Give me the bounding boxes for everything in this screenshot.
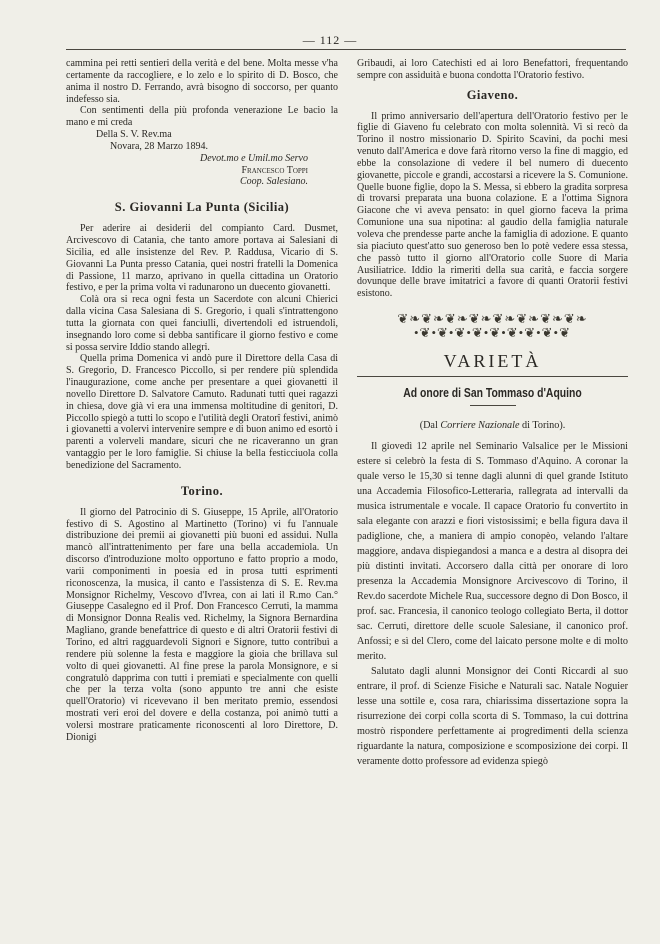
varieta-heading: VARIETÀ	[443, 351, 542, 372]
section-paragraph: Per aderire ai desiderii del compianto Card. Dusmet, Arcivescovo di Catania, che tanto amore portava ai Salesiani di Sicilia, ed alle insistenze del Rev. P. Raddusa, Vicario di S. Giovanni La Punta presso Catania, quei nostri fratelli la Domenica di Passione, 11 marzo, aprivano in quella cittadina un Oratorio festivo, e per la prima volta vi radunarono un duecento giovanetti.	[66, 223, 338, 294]
ornament-row: ❦❧❦❧❦❧❦❧❦❧❦❧❦❧❦❧	[397, 312, 588, 327]
right-column	[357, 58, 628, 769]
left-column	[66, 58, 338, 744]
ornament-row: •❦•❦•❦•❦•❦•❦•❦•❦•❦	[414, 325, 571, 341]
section-paragraph: Il giorno del Patrocinio di S. Giuseppe, 15 Aprile, all'Oratorio festivo di S. Agostino al Martinetto (Torino) vi fu l'annuale distribuzione dei premii ai giovanetti più buoni ed assidui. Nulla mancò all'intrattenimento per fare una bella accademiola. Un discorso d'introduzione molto opportuno e fatto proprio a modo, varii componimenti in poesia ed in prosa tutti esprimenti riconoscenza, la musica, il canto e l'assistenza di S. E. Rev.ma Monsignor Richelmy, Vescovo d'Ivrea, con ai lati il R.mo Can.° Giuseppe Casalegno ed il Prof. Don Francesco Cerruti, la mamma di Monsignor Donna Realis ved. Richelmy, la Signora Bernardina Magliano, grande benefattrice di questo e di altri Oratorii festivi di Torino, ed altri ragguardevoli Signori e Signore, tutto contribuì a rendere più solenne la festa e maggiore la gioia che brillava sul volto di quei giovanetti. Al fine prese la parola Monsignore, e si congratulò dapprima con tutti i premiati e specialmente con quelli che per la terza volta (sono appunto tre anni che esiste quell'Oratorio) vi ricevevano il ben meritato premio, essendosi mostrati veri eroi del dovere e della costanza, poi animò tutti a volersi mostrare praticamente riconoscenti al loro Direttore, D. Dionigi	[66, 506, 338, 743]
addressee: Della S. V. Rev.ma	[96, 129, 172, 141]
article-paragraph: Il giovedì 12 aprile nel Seminario Valsalice per le Missioni estere si celebrò la festa di S. Tommaso d'Aquino. A coronar la quale verso le 15,30 si tenne dagli alunni di quel grande Istituto una Accademia Filosofico-Letteraria, rallegrata ad intervalli da musica istrumentale e vocale. Il capace Oratorio fu convertito in sala elegante con arazzi e fiori vistosissimi; e bella figura dava il padiglione, che, a maniera di ampio conopèo, velando l'altare maggiore, andava dispiegandosi a manca e a destra al disopra dei più distinti invitati. Accorsero dalla città per onorare di loro presenza la Accademia Monsignore Arcivescovo di Torino, il Rev.do sacerdote Michele Rua, successore degno di Don Bosco, il prof. sac. Francesia, il canonico teologo collegiato Berta, il dottor sac. Cerruti, direttore delle scuole Salesiane, il canonico prof. Anfossi; e sì del Clero, come del laicato persone molte e di molto merito.	[357, 440, 628, 662]
letter-date: Novara, 28 Marzo 1894.	[110, 140, 209, 152]
section-paragraph: Il primo anniversario dell'apertura dell'Oratorio festivo per le figlie di Giaveno fu celebrato con molta solennità. Vi si recò da Torino il nostro missionario D. Spirito Scavini, da pochi mesi venuto dall'America e dove farà ritorno verso la fine di maggio, ed ebbe la consolazione di vedere il bel numero di duecento giovanette, piccole e grandi, accostarsi a ricevere la S. Comunione. Quelle buone figlie, dopo la S. Messa, si ebbero la gradita sorpresa di trovarsi preparata una buona colazione. E a l'ottima Signora Giacone che vi aveva pensato: in quel giorno faceva la prima Comunione una sua nipotina: al gaudio della famiglia naturale voleva che prendesse parte anche la famiglia di adozione. E quanto sia piaciuto quest'atto suo generoso ben lo potè vedere essa stessa, che passò tutto il giorno all'Oratorio colle Suore di Maria Ausiliatrice. Iddio la rimeriti della sua carità, e faccia sorgere dovunque delle brave imitatrici a favore di quanti Oratorii festivi esistono.	[357, 110, 628, 300]
source-suffix: di Torino).	[519, 419, 566, 431]
signature-role: Coop. Salesiano.	[239, 176, 308, 188]
source-name: Corriere Nazionale	[440, 419, 520, 431]
title-underline	[470, 405, 516, 406]
signature-line: Devot.mo e Umil.mo Servo	[199, 152, 308, 164]
source-prefix: (Dal	[419, 419, 441, 431]
page-number: — 112 —	[302, 33, 358, 47]
header-rule	[66, 49, 626, 50]
intro-paragraph: cammina pei retti sentieri della verità e del bene. Molta messe v'ha certamente da raccogliere, e lo zelo e lo spirito di D. Bosco, che anima il nostro D. Ferrando, avrà bisogno di soccorso, per quanto indefesso sia.	[66, 58, 338, 105]
intro-paragraph: Con sentimenti della più profonda venerazione Le bacio la mano e mi creda	[66, 105, 338, 129]
article-title: Ad onore di San Tommaso d'Aquino	[403, 384, 582, 400]
varieta-rule	[357, 376, 628, 377]
article-paragraph: Salutato dagli alunni Monsignor dei Conti Riccardi al suo entrare, il prof. di Scienze Fisiche e Naturali sac. Natale Noguier lesse una sottile e, cosa rara, chiarissima dissertazione sopra la risurrezione dei corpi colla scorta di S. Tommaso, la cui dottrina mostrò rispondere perfettamente ai progredimenti della scienza riguardante la natura, composizione e scomposizione dei corpi. Il veramente dotto professore ad evidenza spiegò	[357, 665, 628, 767]
signature-name: Francesco Toppi	[241, 164, 308, 176]
article-source	[357, 418, 628, 433]
decorative-ornament-band	[357, 312, 628, 346]
section-paragraph: Colà ora si reca ogni festa un Sacerdote con alcuni Chierici dalla vicina Casa Salesiana di S. Gregorio, i quali s'intrattengono tutta la giornata con quei fanciulli, divertendoli ed istruendoli, insegnando loro come si debba santificare il giorno festivo e come si possa servire Iddio stando allegri.	[66, 294, 338, 353]
continued-paragraph: Gribaudi, ai loro Catechisti ed ai loro Benefattori, frequentando sempre con assiduità e buona condotta l'Oratorio festivo.	[357, 58, 628, 81]
section-title-san-giovanni: S. Giovanni La Punta (Sicilia)	[114, 200, 290, 215]
section-title-giaveno: Giaveno.	[466, 87, 519, 102]
section-title-torino: Torino.	[180, 483, 224, 498]
section-paragraph: Quella prima Domenica vi andò pure il Direttore della Casa di S. Gregorio, D. Francesco Piccollo, si per rendere più splendida l'inaugurazione, come anche per presentare a quei giovanetti il novello Direttore D. Salvatore Camuto. Radunati tutti quei ragazzi in chiesa, dove già vi era una immensa moltitudine di genitori, D. Piccollo spiegò a tutti lo scopo e l'utilità degli Oratorî festivi, animò i giovanetti a volervi intervenire sempre e di buon animo ed esortò i parenti a volerveli mandare, sicuri che ne ricaveranno un gran vantaggio per le loro famiglie. Si chiuse la bella festicciuola colla benedizione del Sacramento.	[66, 353, 338, 471]
